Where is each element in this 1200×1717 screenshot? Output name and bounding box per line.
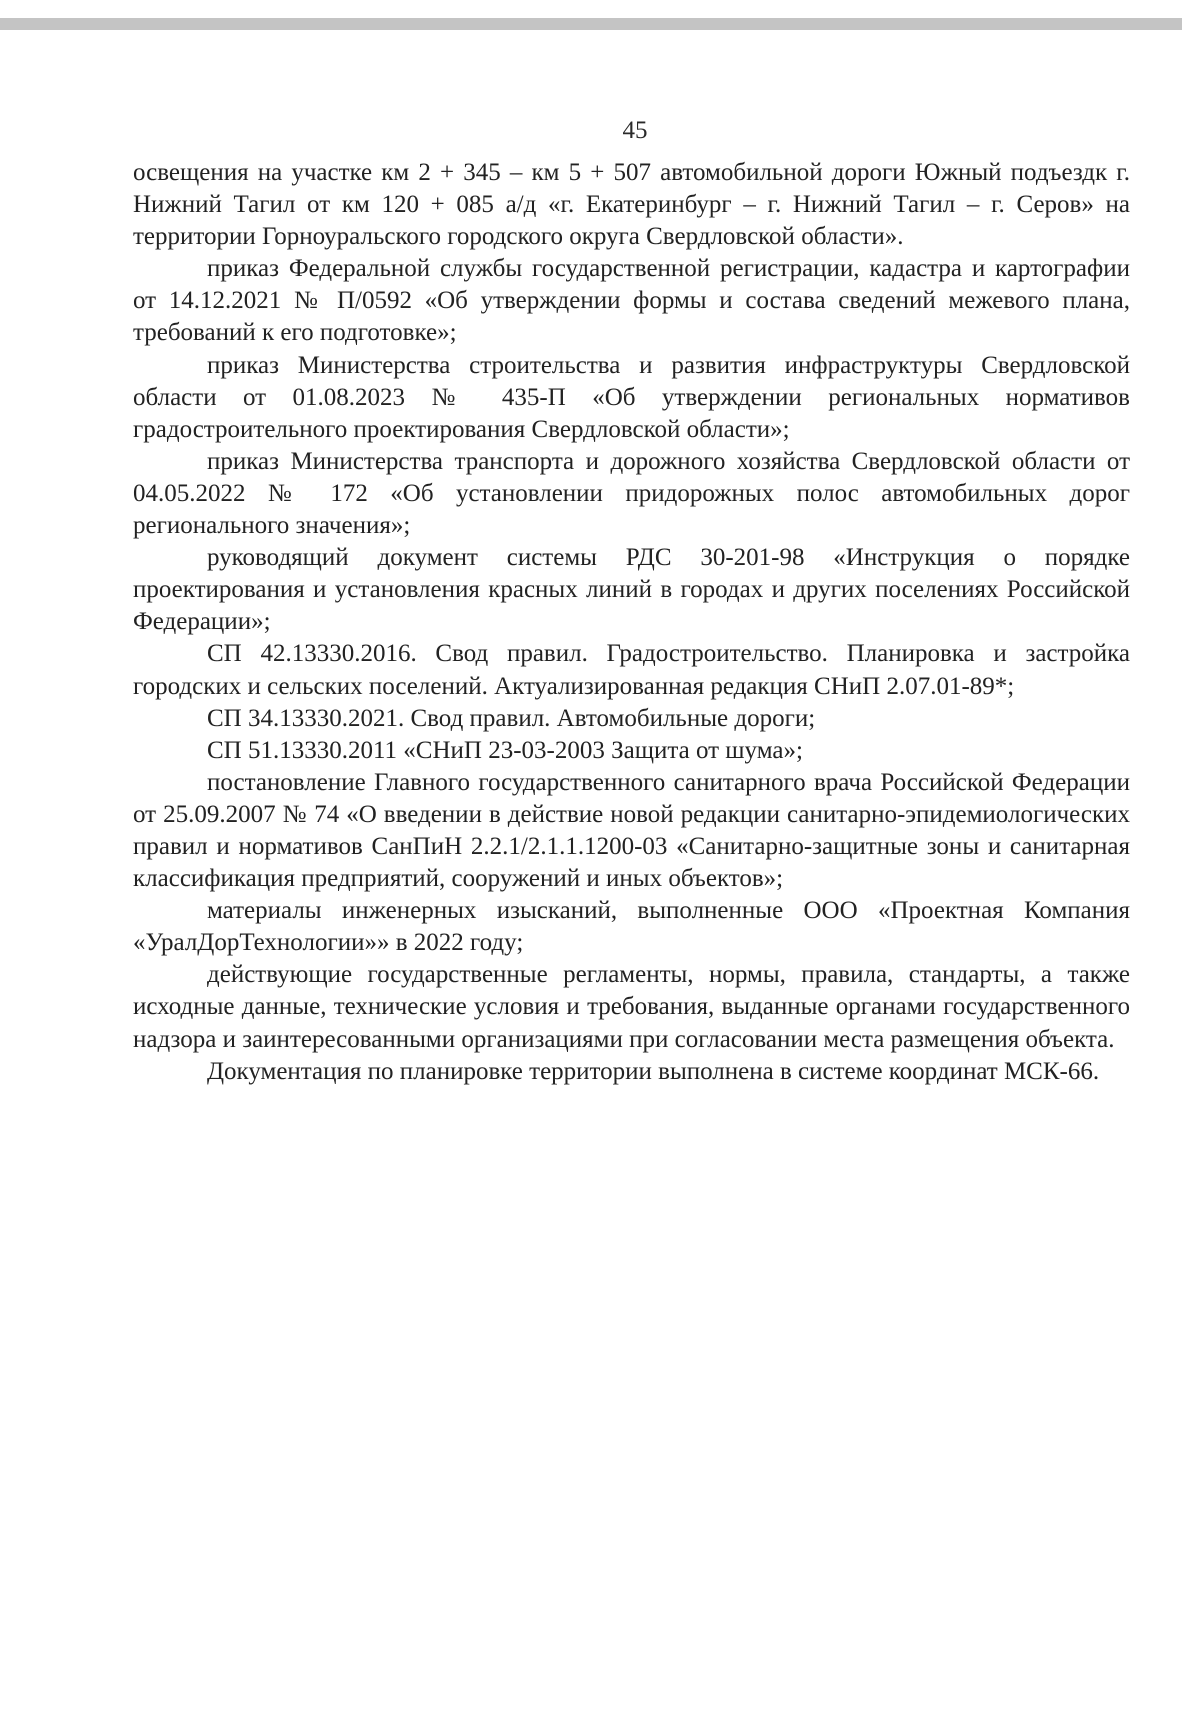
paragraph-list-item: СП 34.13330.2021. Свод правил. Автомобильные дороги;: [207, 704, 816, 732]
paragraph-list-item: СП 42.13330.2016. Свод правил. Градостроительство. Планировка и застройка городских и сельских поселений. Актуализированная редакция СНиП 2.07.01-89*;: [133, 640, 1130, 700]
paragraph-list-item: действующие государственные регламенты, нормы, правила, стандарты, а также исходные данные, технические условия и требования, выданные органами государственного надзора и заинтересованными организациями при согласовании места размещения объекта.: [133, 961, 1130, 1053]
scan-top-edge: [0, 18, 1182, 30]
paragraph-coordinate-system: Документация по планировке территории выполнена в системе координат МСК-66.: [207, 1057, 1100, 1085]
paragraph-list-item: постановление Главного государственного санитарного врача Российской Федерации от 25.09.2007 № 74 «О введении в действие новой редакции санитарно-эпидемиологических правил и нормативов СанПиН 2.2.1/2.1.1.1200-03 «Санитарно-защитные зоны и санитарная классификация предприятий, сооружений и иных объектов»;: [133, 768, 1130, 893]
paragraph-list-item: руководящий документ системы РДС 30-201-98 «Инструкция о порядке проектирования и установления красных линий в городах и других поселениях Российской Федерации»;: [133, 544, 1130, 636]
paragraph-intro-continuation: освещения на участке км 2 + 345 – км 5 + 507 автомобильной дороги Южный подъездк г. Нижний Тагил от км 120 + 085 а/д «г. Екатеринбург – г. Нижний Тагил – г. Серов» на территории Горноуральского городского округа Свердловской области».: [133, 159, 1130, 251]
paragraph-list-item: приказ Министерства транспорта и дорожного хозяйства Свердловской области от 04.05.2022 № 172 «Об установлении придорожных полос автомобильных дорог регионального значения»;: [133, 447, 1130, 540]
paragraph-list-item: приказ Министерства строительства и развития инфраструктуры Свердловской области от 01.08.2023 № 435-П «Об утверждении региональных нормативов градостроительного проектирования Свердловской области»;: [133, 351, 1130, 443]
document-body: [133, 157, 1130, 1088]
paragraph-list-item: материалы инженерных изысканий, выполненные ООО «Проектная Компания «УралДорТехнологии»» в 2022 году;: [133, 897, 1130, 957]
page-number: 45: [622, 117, 648, 144]
paragraph-list-item: приказ Федеральной службы государственной регистрации, кадастра и картографии от 14.12.2021 № П/0592 «Об утверждении формы и состава сведений межевого плана, требований к его подготовке»;: [133, 255, 1130, 347]
paragraph-list-item: СП 51.13330.2011 «СНиП 23-03-2003 Защита от шума»;: [207, 736, 803, 764]
